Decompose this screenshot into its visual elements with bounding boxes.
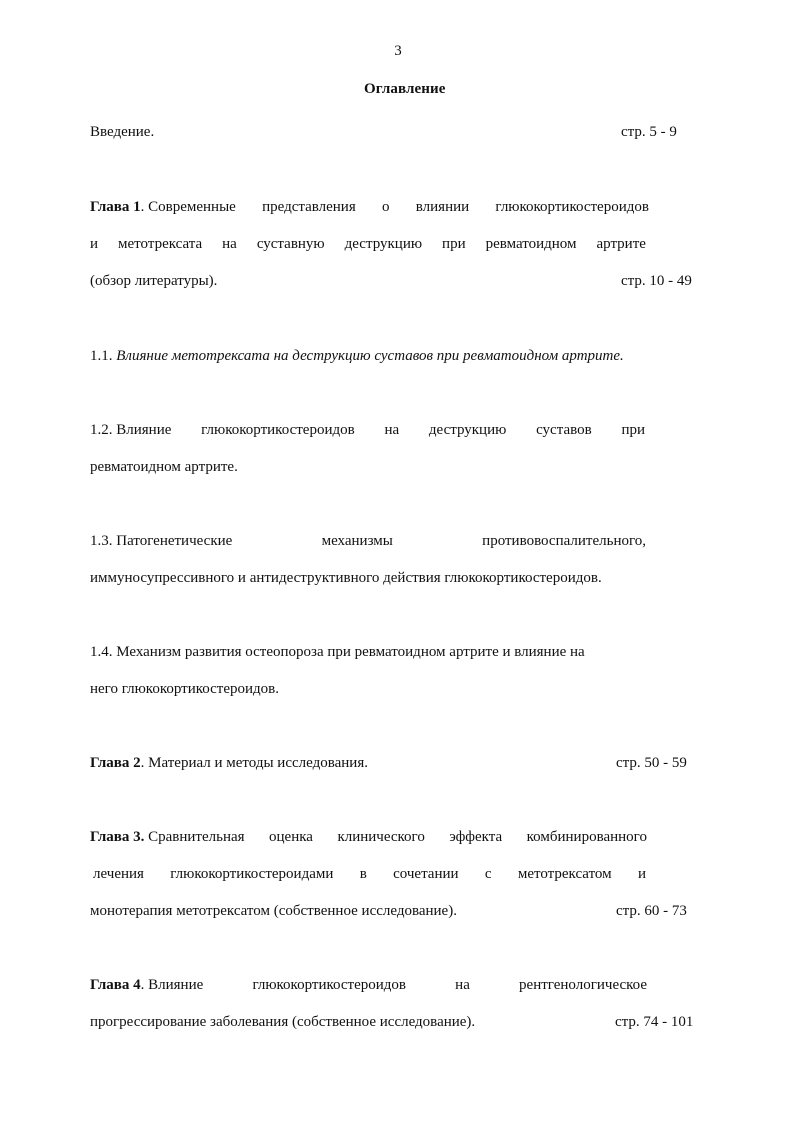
section-1-2-word-2: глюкокортикостероидов xyxy=(201,422,355,438)
chapter1-line1-word-5: глюкокортикостероидов xyxy=(495,199,649,215)
section-1-2-line2: ревматоидном артрите. xyxy=(90,459,238,475)
section-1-2-word-4: деструкцию xyxy=(428,422,507,438)
chapter1-line2-word-5: деструкцию xyxy=(344,236,423,252)
chapter3-line1-word-4: эффекта xyxy=(449,829,503,845)
chapter1-line2-word-4: суставную xyxy=(256,236,325,252)
section-1-2-line1 xyxy=(90,421,645,439)
chapter3-pages: стр. 60 - 73 xyxy=(616,903,687,919)
chapter3-line1-word-2: оценка xyxy=(269,829,313,845)
section-1-4-line1: 1.4. Механизм развития остеопороза при ревматоидном артрите и влияние на xyxy=(90,644,585,660)
section-1-1-number: 1.1. xyxy=(90,348,113,364)
toc-entry-intro-label: Введение. xyxy=(90,124,155,140)
section-1-1 xyxy=(90,347,624,365)
chapter2-pages: стр. 50 - 59 xyxy=(616,755,687,771)
chapter3-line2-word-5: с xyxy=(484,866,492,882)
section-1-3-word-3: противовоспалительного, xyxy=(482,533,646,549)
chapter1-line1-word-1: Глава 1. Современные xyxy=(90,199,236,215)
chapter1-line3: (обзор литературы). xyxy=(90,273,218,289)
chapter3-line2-word-2: глюкокортикостероидами xyxy=(170,866,334,882)
chapter1-line2 xyxy=(90,235,646,253)
chapter4-line1 xyxy=(90,976,647,994)
chapter3-line2 xyxy=(93,865,646,883)
chapter1-line2-word-3: на xyxy=(222,236,237,252)
chapter3-line1-word-1: Глава 3. Сравнительная xyxy=(90,829,245,845)
chapter3-line3: монотерапия метотрексатом (собственное исследование). xyxy=(90,903,457,919)
section-1-2-word-6: при xyxy=(621,422,645,438)
chapter1-line2-word-7: ревматоидном xyxy=(485,236,577,252)
chapter4-prefix: Глава 4 xyxy=(90,977,141,993)
chapter3-line2-word-3: в xyxy=(359,866,367,882)
chapter1-line2-word-8: артрите xyxy=(596,236,646,252)
chapter1-line1-word-4: влиянии xyxy=(415,199,470,215)
chapter3-line2-word-6: метотрексатом xyxy=(517,866,612,882)
section-1-2-word-5: суставов xyxy=(536,422,592,438)
chapter2-line xyxy=(90,754,368,772)
section-1-1-text: Влияние метотрексата на деструкцию суставов при ревматоидном артрите. xyxy=(116,348,624,364)
chapter1-line2-word-6: при xyxy=(442,236,466,252)
chapter4-line2: прогрессирование заболевания (собственное исследование). xyxy=(90,1014,476,1030)
chapter4-pages: стр. 74 - 101 xyxy=(615,1014,694,1030)
page-number: 3 xyxy=(394,43,402,59)
chapter3-line2-word-1: лечения xyxy=(93,866,144,882)
section-1-3-line1 xyxy=(90,532,646,550)
chapter1-line1 xyxy=(90,198,649,216)
chapter3-prefix: Глава 3. xyxy=(90,829,145,845)
chapter3-line2-word-7: и xyxy=(637,866,646,882)
section-1-3-line2: иммуносупрессивного и антидеструктивного действия глюкокортикостероидов. xyxy=(90,570,602,586)
chapter3-line1-word-5: комбинированного xyxy=(526,829,647,845)
chapter4-line1-word-1: Глава 4. Влияние xyxy=(90,977,204,993)
chapter3-line2-word-4: сочетании xyxy=(393,866,459,882)
chapter2-text: . Материал и методы исследования. xyxy=(140,755,368,771)
toc-title: Оглавление xyxy=(364,81,446,97)
chapter4-line1-word-2: глюкокортикостероидов xyxy=(252,977,406,993)
chapter1-line2-word-1: и xyxy=(90,236,99,252)
chapter1-line2-word-2: метотрексата xyxy=(118,236,203,252)
chapter4-line1-word-4: рентгенологическое xyxy=(519,977,647,993)
chapter3-line1 xyxy=(90,828,647,846)
section-1-2-word-1: 1.2. Влияние xyxy=(90,422,172,438)
chapter1-line1-word-2: представления xyxy=(262,199,356,215)
chapter1-prefix: Глава 1 xyxy=(90,199,141,215)
section-1-2-word-3: на xyxy=(384,422,400,438)
section-1-3-word-1: 1.3. Патогенетические xyxy=(90,533,233,549)
chapter1-pages: стр. 10 - 49 xyxy=(621,273,692,289)
chapter1-line1-word-3: о xyxy=(382,199,390,215)
toc-entry-intro-pages: стр. 5 - 9 xyxy=(621,124,677,140)
chapter4-line1-word-3: на xyxy=(455,977,470,993)
chapter3-line1-word-3: клинического xyxy=(337,829,425,845)
chapter2-prefix: Глава 2 xyxy=(90,755,141,771)
section-1-4-line2: него глюкокортикостероидов. xyxy=(90,681,279,697)
section-1-3-word-2: механизмы xyxy=(321,533,393,549)
